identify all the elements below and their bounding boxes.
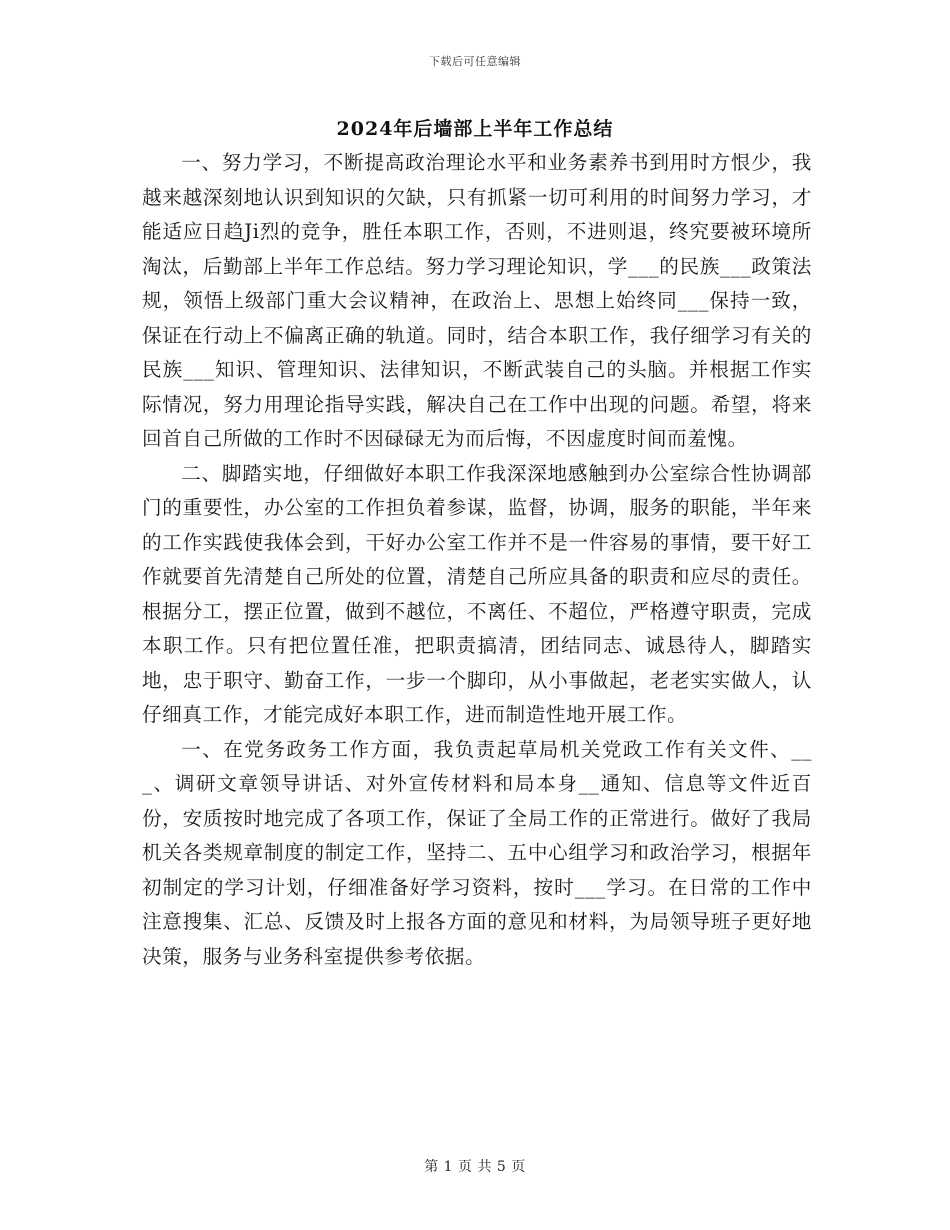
- paragraph-3: 一、在党务政务工作方面，我负责起草局机关党政工作有关文件、___、调研文章领导讲话、对外宣传材料和局本身__通知、信息等文件近百份，安质按时地完成了各项工作，保证了全局工作的正常进行。做好了我局机关各类规章制度的制定工作，坚持二、五中心组学习和政治学习，根据年初制定的学习计划，仔细准备好学习资料，按时___学习。在日常的工作中注意搜集、汇总、反馈及时上报各方面的意见和材料，为局领导班子更好地决策，服务与业务科室提供参考依据。: [142, 737, 812, 968]
- document-title: 2024年后墙部上半年工作总结: [336, 118, 614, 140]
- document-body: [142, 146, 812, 974]
- paragraph-2: 二、脚踏实地，仔细做好本职工作我深深地感触到办公室综合性协调部门的重要性，办公室的工作担负着参谋，监督，协调，服务的职能，半年来的工作实践使我体会到，干好办公室工作并不是一件容易的事情，要干好工作就要首先清楚自己所处的位置，清楚自己所应具备的职责和应尽的责任。根据分工，摆正位置，做到不越位，不离任、不超位，严格遵守职责，完成本职工作。只有把位置任准，把职责搞清，团结同志、诚恳待人，脚踏实地，忠于职守、勤奋工作，一步一个脚印，从小事做起，老老实实做人，认仔细真工作，才能完成好本职工作，进而制造性地开展工作。: [142, 461, 812, 726]
- page-header-note: 下载后可任意编辑: [429, 55, 521, 68]
- paragraph-1: 一、努力学习，不断提高政治理论水平和业务素养书到用时方恨少，我越来越深刻地认识到知识的欠缺，只有抓紧一切可利用的时间努力学习，才能适应日趋Ji烈的竞争，胜任本职工作，否则，不进则退，终究要被环境所淘汰，后勤部上半年工作总结。努力学习理论知识，学___的民族___政策法规，领悟上级部门重大会议精神，在政治上、思想上始终同___保持一致，保证在行动上不偏离正确的轨道。同时，结合本职工作，我仔细学习有关的民族___知识、管理知识、法律知识，不断武装自己的头脑。并根据工作实际情况，努力用理论指导实践，解决自己在工作中出现的问题。希望，将来回首自己所做的工作时不因碌碌无为而后悔，不因虚度时间而羞愧。: [142, 151, 812, 450]
- page-number: 第 1 页 共 5 页: [424, 1159, 526, 1175]
